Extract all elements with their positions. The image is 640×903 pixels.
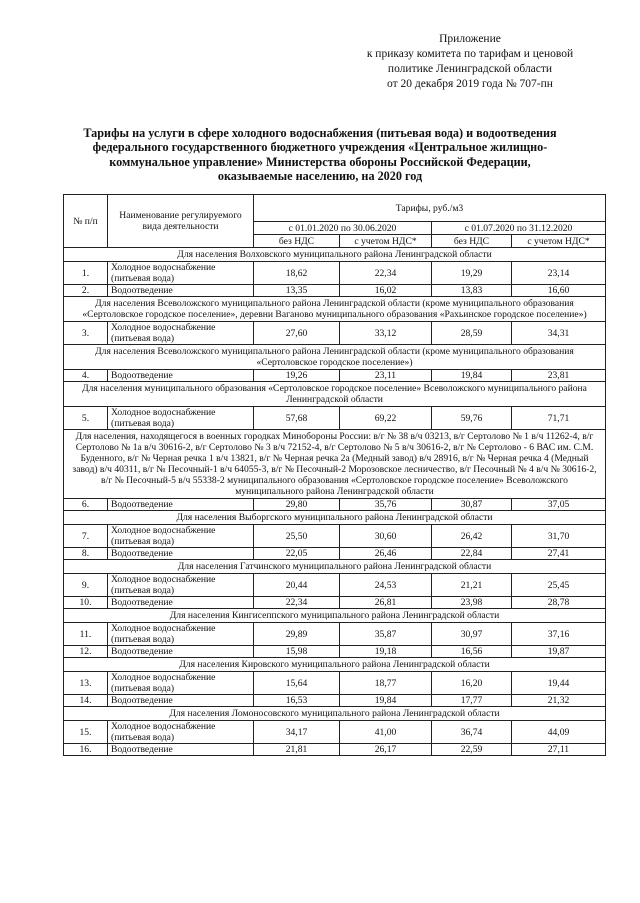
tariff-period2-no-vat: 28,59	[432, 322, 512, 345]
row-activity-name: Холодное водоснабжение (питьевая вода)	[108, 623, 254, 646]
appendix-line: политике Ленинградской области	[387, 63, 553, 75]
title-line: Тарифы на услуги в сфере холодного водоснабжения (питьевая вода) и водоотведения	[83, 126, 557, 140]
row-activity-name: Холодное водоснабжение (питьевая вода)	[108, 672, 254, 695]
header-activity: Наименование регулируемого вида деятельности	[108, 195, 254, 248]
tariff-period1-no-vat: 15,98	[254, 646, 340, 658]
tariff-period1-with-vat: 16,02	[340, 285, 432, 297]
tariff-period1-with-vat: 30,60	[340, 525, 432, 548]
group-header-row	[64, 248, 606, 262]
table-row	[64, 322, 606, 345]
header-num: № п/п	[64, 195, 108, 248]
group-title: Для населения муниципального образования «Сертоловское городское поселение» Всеволожского муниципального района Ленинградской области	[64, 382, 606, 407]
table-row	[64, 370, 606, 382]
tariff-period1-with-vat: 26,46	[340, 548, 432, 560]
row-activity-name: Холодное водоснабжение (питьевая вода)	[108, 525, 254, 548]
tariff-period2-no-vat: 36,74	[432, 721, 512, 744]
row-activity-name: Холодное водоснабжение (питьевая вода)	[108, 322, 254, 345]
row-number: 4.	[64, 370, 108, 382]
group-header-row	[64, 430, 606, 499]
row-number: 2.	[64, 285, 108, 297]
tariff-period2-no-vat: 22,59	[432, 744, 512, 756]
row-activity-name: Водоотведение	[108, 285, 254, 297]
tariff-period1-no-vat: 13,35	[254, 285, 340, 297]
group-title: Для населения Всеволожского муниципального района Ленинградской области (кроме муниципального образования «Сертоловское городское поселение», деревни Ваганово муниципального образования «Рахьинское городское поселение»)	[64, 297, 606, 322]
tariff-period1-with-vat: 69,22	[340, 407, 432, 430]
table-row	[64, 548, 606, 560]
tariff-period1-with-vat: 35,87	[340, 623, 432, 646]
tariff-period2-with-vat: 23,81	[512, 370, 606, 382]
group-header-row	[64, 609, 606, 623]
tariff-period1-with-vat: 23,11	[340, 370, 432, 382]
tariff-period2-with-vat: 31,70	[512, 525, 606, 548]
tariff-period2-no-vat: 17,77	[432, 695, 512, 707]
tariff-period2-with-vat: 25,45	[512, 574, 606, 597]
tariff-period1-no-vat: 22,34	[254, 597, 340, 609]
group-header-row	[64, 297, 606, 322]
tariff-period2-with-vat: 19,87	[512, 646, 606, 658]
group-title: Для населения Ломоносовского муниципального района Ленинградской области	[64, 707, 606, 721]
table-row	[64, 499, 606, 511]
header-tariffs: Тарифы, руб./м3	[254, 195, 606, 222]
header-period-1: с 01.01.2020 по 30.06.2020	[254, 222, 432, 235]
tariff-period2-with-vat: 71,71	[512, 407, 606, 430]
table-row	[64, 744, 606, 756]
table-row	[64, 623, 606, 646]
tariff-period2-with-vat: 27,11	[512, 744, 606, 756]
group-header-row	[64, 707, 606, 721]
row-number: 6.	[64, 499, 108, 511]
table-row	[64, 597, 606, 609]
tariff-period1-no-vat: 21,81	[254, 744, 340, 756]
tariff-period1-no-vat: 22,05	[254, 548, 340, 560]
tariff-period2-no-vat: 26,42	[432, 525, 512, 548]
tariff-period2-no-vat: 21,21	[432, 574, 512, 597]
table-row	[64, 574, 606, 597]
group-header-row	[64, 560, 606, 574]
group-title: Для населения, находящегося в военных городках Минобороны России: в/г № 38 в/ч 03213, в/г Сертолово № 1 в/ч 11262-4, в/г Сертолово № 1а в/ч 30616-2, в/г Сертолово № 3 в/ч 72152-4, в/г Сертолово № 5 в/ч 30616-2, в/г № Сертолово - 6 ВАС им. С.М. Буденного, в/г № Черная речка 1 в/ч 13821, в/г № Черная речка 2а (Медный завод) в/ч 28916, в/г № Черная речка 4 (Медный завод) в/ч 40311, в/г № Песочный-1 в/ч 64055-3, в/г № Песочный-2 Морозовское лесничество, в/г Песочный № 4 в/ч № 30616-2, в/г № Песочный-5 в/ч 55338-2 муниципального образования «Сертоловское городское поселение» Всеволожского муниципального района Ленинградской области	[64, 430, 606, 499]
tariff-period1-no-vat: 15,64	[254, 672, 340, 695]
table-row	[64, 285, 606, 297]
row-number: 11.	[64, 623, 108, 646]
header-period-2: с 01.07.2020 по 31.12.2020	[432, 222, 606, 235]
row-number: 10.	[64, 597, 108, 609]
row-activity-name: Водоотведение	[108, 370, 254, 382]
row-number: 8.	[64, 548, 108, 560]
document-title	[70, 126, 570, 184]
group-header-row	[64, 658, 606, 672]
row-activity-name: Холодное водоснабжение (питьевая вода)	[108, 721, 254, 744]
tariff-period1-with-vat: 19,18	[340, 646, 432, 658]
tariff-period2-no-vat: 23,98	[432, 597, 512, 609]
tariff-period2-with-vat: 23,14	[512, 262, 606, 285]
row-activity-name: Холодное водоснабжение (питьевая вода)	[108, 407, 254, 430]
group-title: Для населения Всеволожского муниципального района Ленинградской области (кроме муниципального образования «Сертоловское городское поселение»)	[64, 345, 606, 370]
group-title: Для населения Кингисеппского муниципального района Ленинградской области	[64, 609, 606, 623]
tariff-period2-with-vat: 19,44	[512, 672, 606, 695]
appendix-block	[340, 32, 600, 92]
tariff-period1-with-vat: 26,81	[340, 597, 432, 609]
tariffs-table	[63, 194, 606, 756]
tariff-period2-with-vat: 37,16	[512, 623, 606, 646]
header-no-vat: без НДС	[254, 235, 340, 248]
table-row	[64, 721, 606, 744]
group-title: Для населения Выборгского муниципального района Ленинградской области	[64, 511, 606, 525]
row-number: 3.	[64, 322, 108, 345]
tariff-period2-with-vat: 21,32	[512, 695, 606, 707]
header-with-vat: с учетом НДС*	[512, 235, 606, 248]
group-title: Для населения Кировского муниципального района Ленинградской области	[64, 658, 606, 672]
tariff-period2-no-vat: 19,84	[432, 370, 512, 382]
row-number: 15.	[64, 721, 108, 744]
tariff-period1-no-vat: 29,80	[254, 499, 340, 511]
tariff-period1-no-vat: 25,50	[254, 525, 340, 548]
tariff-period1-no-vat: 57,68	[254, 407, 340, 430]
group-header-row	[64, 345, 606, 370]
table-row	[64, 672, 606, 695]
table-row	[64, 407, 606, 430]
table-row	[64, 525, 606, 548]
table-row	[64, 695, 606, 707]
row-number: 16.	[64, 744, 108, 756]
tariff-period1-no-vat: 18,62	[254, 262, 340, 285]
tariff-period1-no-vat: 27,60	[254, 322, 340, 345]
tariff-period2-with-vat: 37,05	[512, 499, 606, 511]
tariff-period2-with-vat: 27,41	[512, 548, 606, 560]
tariff-period2-with-vat: 28,78	[512, 597, 606, 609]
table-row	[64, 262, 606, 285]
tariff-period1-with-vat: 19,84	[340, 695, 432, 707]
row-activity-name: Холодное водоснабжение (питьевая вода)	[108, 262, 254, 285]
tariff-period1-no-vat: 34,17	[254, 721, 340, 744]
title-line: федерального государственного бюджетного учреждения «Центральное жилищно-	[92, 140, 548, 155]
row-activity-name: Водоотведение	[108, 695, 254, 707]
tariff-period1-no-vat: 29,89	[254, 623, 340, 646]
row-activity-name: Водоотведение	[108, 548, 254, 560]
tariff-period1-with-vat: 22,34	[340, 262, 432, 285]
group-title: Для населения Волховского муниципального района Ленинградской области	[64, 248, 606, 262]
tariff-period1-with-vat: 18,77	[340, 672, 432, 695]
row-activity-name: Холодное водоснабжение (питьевая вода)	[108, 574, 254, 597]
group-header-row	[64, 382, 606, 407]
tariff-period2-no-vat: 59,76	[432, 407, 512, 430]
tariff-period1-with-vat: 24,53	[340, 574, 432, 597]
appendix-line: от 20 декабря 2019 года № 707-пн	[387, 78, 553, 90]
row-activity-name: Водоотведение	[108, 597, 254, 609]
row-number: 12.	[64, 646, 108, 658]
row-number: 14.	[64, 695, 108, 707]
appendix-line: к приказу комитета по тарифам и ценовой	[366, 48, 574, 60]
tariff-period2-no-vat: 13,83	[432, 285, 512, 297]
group-title: Для населения Гатчинского муниципального района Ленинградской области	[64, 560, 606, 574]
row-activity-name: Водоотведение	[108, 646, 254, 658]
tariff-period1-no-vat: 19,26	[254, 370, 340, 382]
title-line: оказываемые населению, на 2020 год	[217, 169, 423, 184]
tariff-period2-no-vat: 22,84	[432, 548, 512, 560]
header-with-vat: с учетом НДС*	[340, 235, 432, 248]
group-header-row	[64, 511, 606, 525]
tariff-period2-no-vat: 30,97	[432, 623, 512, 646]
row-activity-name: Водоотведение	[108, 744, 254, 756]
tariff-period2-with-vat: 16,60	[512, 285, 606, 297]
tariff-period2-no-vat: 16,56	[432, 646, 512, 658]
tariff-period1-no-vat: 16,53	[254, 695, 340, 707]
header-no-vat: без НДС	[432, 235, 512, 248]
row-number: 9.	[64, 574, 108, 597]
tariff-period2-no-vat: 19,29	[432, 262, 512, 285]
tariff-period1-with-vat: 41,00	[340, 721, 432, 744]
tariff-period2-with-vat: 44,09	[512, 721, 606, 744]
tariff-period1-with-vat: 33,12	[340, 322, 432, 345]
tariff-period2-no-vat: 30,87	[432, 499, 512, 511]
row-number: 13.	[64, 672, 108, 695]
title-line: коммунальное управление» Министерства обороны Российской Федерации,	[109, 154, 531, 169]
table-header-row	[64, 195, 606, 222]
row-number: 7.	[64, 525, 108, 548]
tariff-period2-no-vat: 16,20	[432, 672, 512, 695]
tariff-period1-with-vat: 26,17	[340, 744, 432, 756]
row-number: 1.	[64, 262, 108, 285]
appendix-line: Приложение	[439, 33, 501, 45]
row-number: 5.	[64, 407, 108, 430]
row-activity-name: Водоотведение	[108, 499, 254, 511]
tariff-period1-no-vat: 20,44	[254, 574, 340, 597]
tariff-period1-with-vat: 35,76	[340, 499, 432, 511]
tariff-period2-with-vat: 34,31	[512, 322, 606, 345]
table-row	[64, 646, 606, 658]
